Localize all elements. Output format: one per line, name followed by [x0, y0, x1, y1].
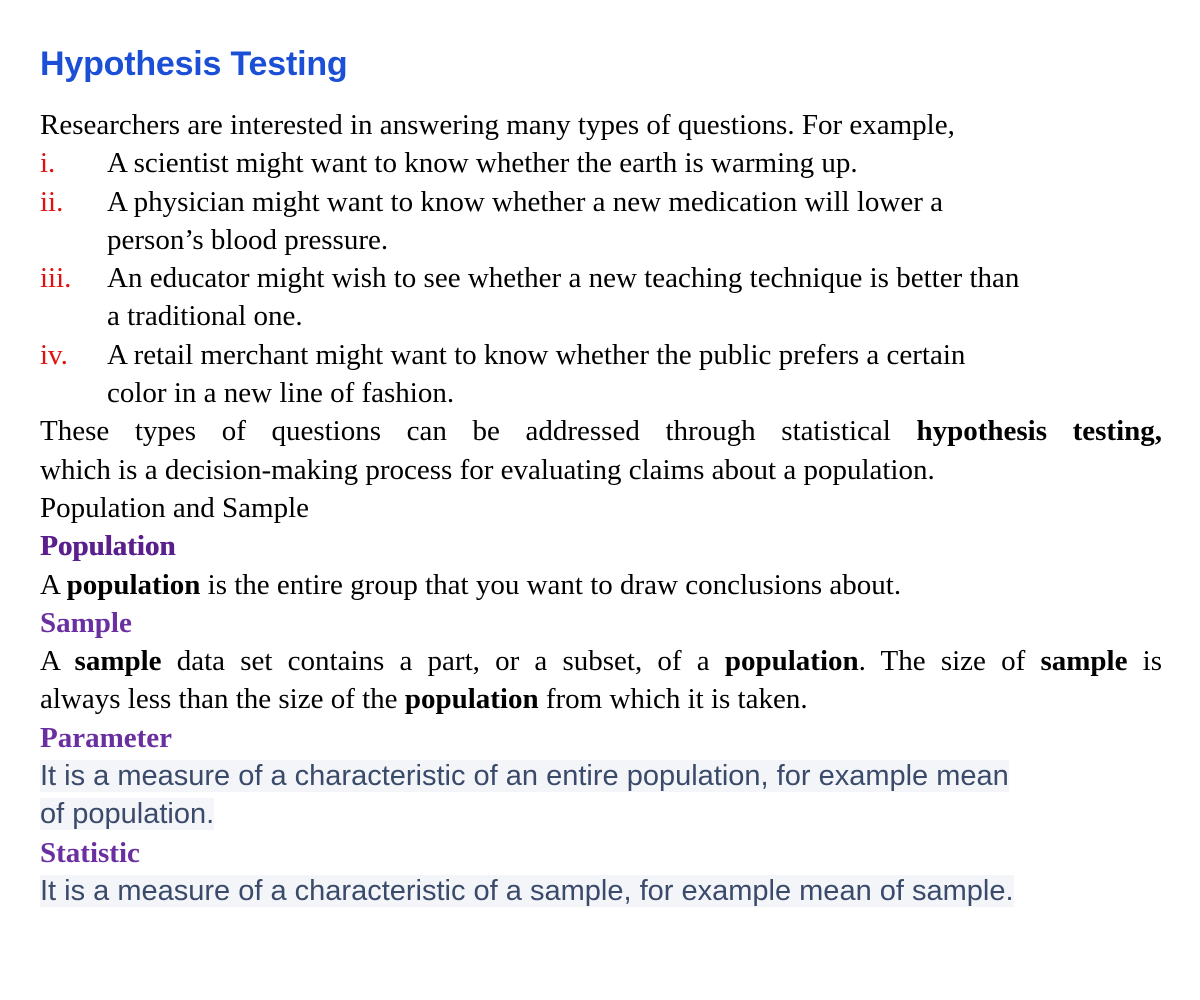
document-page	[40, 40, 1162, 910]
list-marker: iii.	[40, 262, 72, 295]
list-item-text: An educator might wish to see whether a new teaching technique is better than	[107, 262, 1020, 295]
parameter-definition-line-2: of population.	[40, 798, 215, 831]
list-item-text: color in a new line of fashion.	[107, 377, 455, 410]
hypothesis-testing-term: hypothesis testing,	[916, 415, 1163, 448]
summary-line-2: which is a decision-making process for evaluating claims about a population.	[40, 453, 935, 486]
list-item-text: person’s blood pressure.	[107, 223, 389, 256]
list-marker: i.	[40, 147, 56, 180]
summary-line-1: These types of questions can be addressed through statistical hypothesis testing,	[40, 415, 1163, 448]
sample-definition-line-1: A sample data set contains a part, or a subset, of a population. The size of sample is	[40, 645, 1163, 678]
list-item-text: A scientist might want to know whether the earth is warming up.	[107, 147, 858, 180]
intro-text: Researchers are interested in answering many types of questions. For example,	[40, 109, 955, 141]
parameter-definition-line-1: It is a measure of a characteristic of an entire population, for example mean	[40, 760, 1009, 793]
section-title: Population and Sample	[40, 491, 310, 524]
statistic-heading: Statistic	[40, 836, 140, 869]
list-item	[40, 336, 1162, 413]
statistic-definition-line-1: It is a measure of a characteristic of a sample, for example mean of sample.	[40, 874, 1014, 907]
list-marker: iv.	[40, 338, 68, 371]
examples-list	[40, 144, 1162, 412]
list-item	[40, 144, 1162, 182]
list-item	[40, 183, 1162, 260]
parameter-definition	[40, 757, 1162, 834]
list-marker: ii.	[40, 185, 64, 218]
list-item	[40, 259, 1162, 336]
population-definition: A population is the entire group that you want to draw conclusions about.	[40, 568, 902, 601]
list-item-text: A retail merchant might want to know whether the public prefers a certain	[107, 338, 966, 371]
parameter-heading: Parameter	[40, 721, 173, 754]
list-item-text: A physician might want to know whether a new medication will lower a	[107, 185, 943, 218]
page-title: Hypothesis Testing	[40, 45, 348, 83]
sample-heading: Sample	[40, 606, 132, 639]
statistic-definition	[40, 872, 1162, 910]
population-heading: Population	[40, 530, 176, 563]
sample-definition-line-2: always less than the size of the population from which it is taken.	[40, 683, 808, 716]
list-item-text: a traditional one.	[107, 300, 303, 333]
